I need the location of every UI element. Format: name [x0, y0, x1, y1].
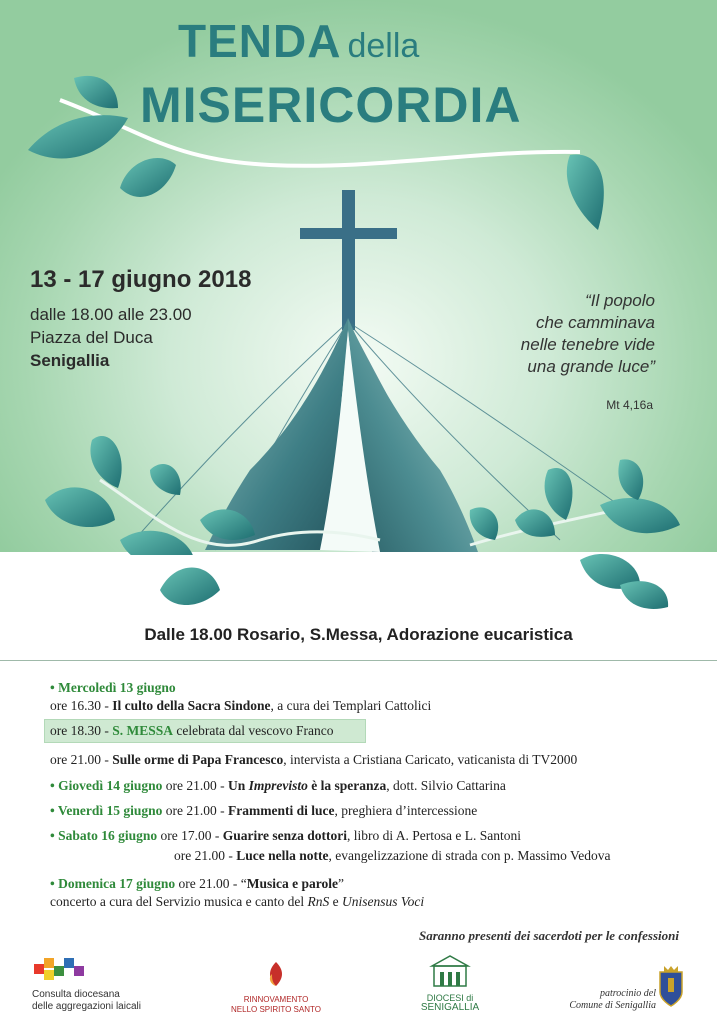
- confession-note: Saranno presenti dei sacerdoti per le confessioni: [418, 928, 679, 943]
- patrocinio-caption: [556, 988, 656, 1012]
- cathedral-icon: [410, 954, 490, 988]
- event-place: Piazza del Duca: [30, 328, 153, 347]
- puzzle-icon: [32, 954, 92, 984]
- logo-text: Consulta diocesana: [32, 989, 120, 1000]
- logo-text: NELLO SPIRITO SANTO: [231, 1005, 321, 1014]
- consulta-caption: [32, 989, 172, 1013]
- quote-line: “Il popolo: [585, 291, 655, 310]
- item-details: , intervista a Cristiana Caricato, vaticanista di TV2000: [283, 752, 578, 767]
- title-small-word: della: [347, 27, 420, 65]
- item-details: , preghiera d’intercessione: [334, 803, 478, 818]
- title-main-word: TENDA: [178, 15, 342, 67]
- program-day-thursday: [50, 778, 506, 794]
- rinnovamento-caption: [228, 995, 324, 1015]
- item-details: , dott. Silvio Cattarina: [386, 778, 506, 793]
- item-details: , libro di A. Pertosa e L. Santoni: [346, 828, 521, 843]
- item-title: Frammenti di luce: [228, 803, 335, 818]
- vine-decoration-right: [470, 459, 680, 555]
- diocesi-caption: [410, 993, 490, 1013]
- event-dates: 13 - 17 giugno 2018: [30, 266, 252, 293]
- program-item: [174, 848, 611, 864]
- program-day-wednesday: [50, 680, 176, 696]
- item-time: ore 21.00 -: [174, 848, 237, 863]
- day-label: • Mercoledì 13 giugno: [50, 680, 176, 695]
- quote-line: una grande luce”: [527, 357, 655, 376]
- event-hours: dalle 18.00 alle 23.00: [30, 305, 192, 324]
- program-subtitle: Dalle 18.00 Rosario, S.Messa, Adorazione eucaristica: [144, 625, 573, 644]
- program-day-saturday: [50, 828, 521, 844]
- item-title: Il culto della Sacra Sindone: [112, 698, 271, 713]
- logo-text: DIOCESI di: [426, 993, 474, 1003]
- day-label: • Giovedì 14 giugno: [50, 778, 163, 793]
- item-details-italic: Unisensus Voci: [342, 894, 425, 909]
- divider: [0, 660, 717, 661]
- item-time: ore 16.30 -: [50, 698, 113, 713]
- consulta-logo: [32, 954, 172, 1013]
- flame-icon: [228, 960, 324, 990]
- event-info: [30, 303, 192, 372]
- quote-reference: Mt 4,16a: [606, 398, 653, 412]
- event-city: Senigallia: [30, 351, 110, 370]
- item-details: , evangelizzazione di strada con p. Massimo Vedova: [328, 848, 611, 863]
- item-punct: ”: [337, 876, 344, 891]
- logo-text: Comune di Senigallia: [569, 1000, 656, 1011]
- logo-text: patrocinio del: [599, 988, 656, 999]
- program-item: [50, 752, 577, 768]
- item-title: Guarire senza dottori: [222, 828, 347, 843]
- item-title: è la speranza: [307, 778, 387, 793]
- item-title: Musica e parole: [246, 876, 338, 891]
- poster-title-line1: [178, 15, 420, 67]
- item-time: ore 21.00 - “: [175, 876, 247, 891]
- program-item-mass: [50, 723, 333, 739]
- item-time: ore 21.00 -: [162, 803, 228, 818]
- bible-quote: [395, 290, 655, 378]
- item-details: , a cura dei Templari Cattolici: [270, 698, 432, 713]
- crest-icon: [656, 964, 686, 1008]
- item-time: ore 21.00 -: [162, 778, 228, 793]
- item-details: concerto a cura del Servizio musica e canto del: [50, 894, 308, 909]
- item-details: celebrata dal vescovo Franco: [173, 723, 334, 738]
- program-day-sunday: [50, 876, 344, 892]
- comune-crest: [656, 964, 686, 1013]
- logo-text: delle aggregazioni laicali: [32, 1001, 141, 1012]
- item-time: ore 18.30 -: [50, 723, 113, 738]
- diocesi-logo: [410, 954, 490, 1013]
- item-title: Un: [227, 778, 249, 793]
- logo-text: RINNOVAMENTO: [243, 995, 309, 1004]
- quote-line: nelle tenebre vide: [520, 335, 655, 354]
- item-title: S. MESSA: [112, 723, 174, 738]
- program-item: [50, 698, 431, 714]
- leaves-overlap: [0, 555, 717, 625]
- item-title: Luce nella notte: [236, 848, 329, 863]
- item-details: e: [329, 894, 343, 909]
- program-item: [50, 894, 424, 910]
- patrocinio-text: [556, 962, 656, 1012]
- item-time: ore 17.00 -: [157, 828, 223, 843]
- cross-icon: [300, 190, 397, 330]
- logo-text: SENIGALLIA: [420, 1002, 480, 1013]
- day-label: • Venerdì 15 giugno: [50, 803, 163, 818]
- quote-line: che camminava: [535, 313, 655, 332]
- item-time: ore 21.00 -: [50, 752, 113, 767]
- program-day-friday: [50, 803, 477, 819]
- day-label: • Sabato 16 giugno: [50, 828, 158, 843]
- item-details-italic: RnS: [307, 894, 330, 909]
- rinnovamento-logo: [228, 960, 324, 1015]
- item-title: Sulle orme di Papa Francesco: [112, 752, 284, 767]
- poster-title-line2: MISERICORDIA: [140, 77, 522, 133]
- day-label: • Domenica 17 giugno: [50, 876, 176, 891]
- item-title-italic: Imprevisto: [248, 778, 308, 793]
